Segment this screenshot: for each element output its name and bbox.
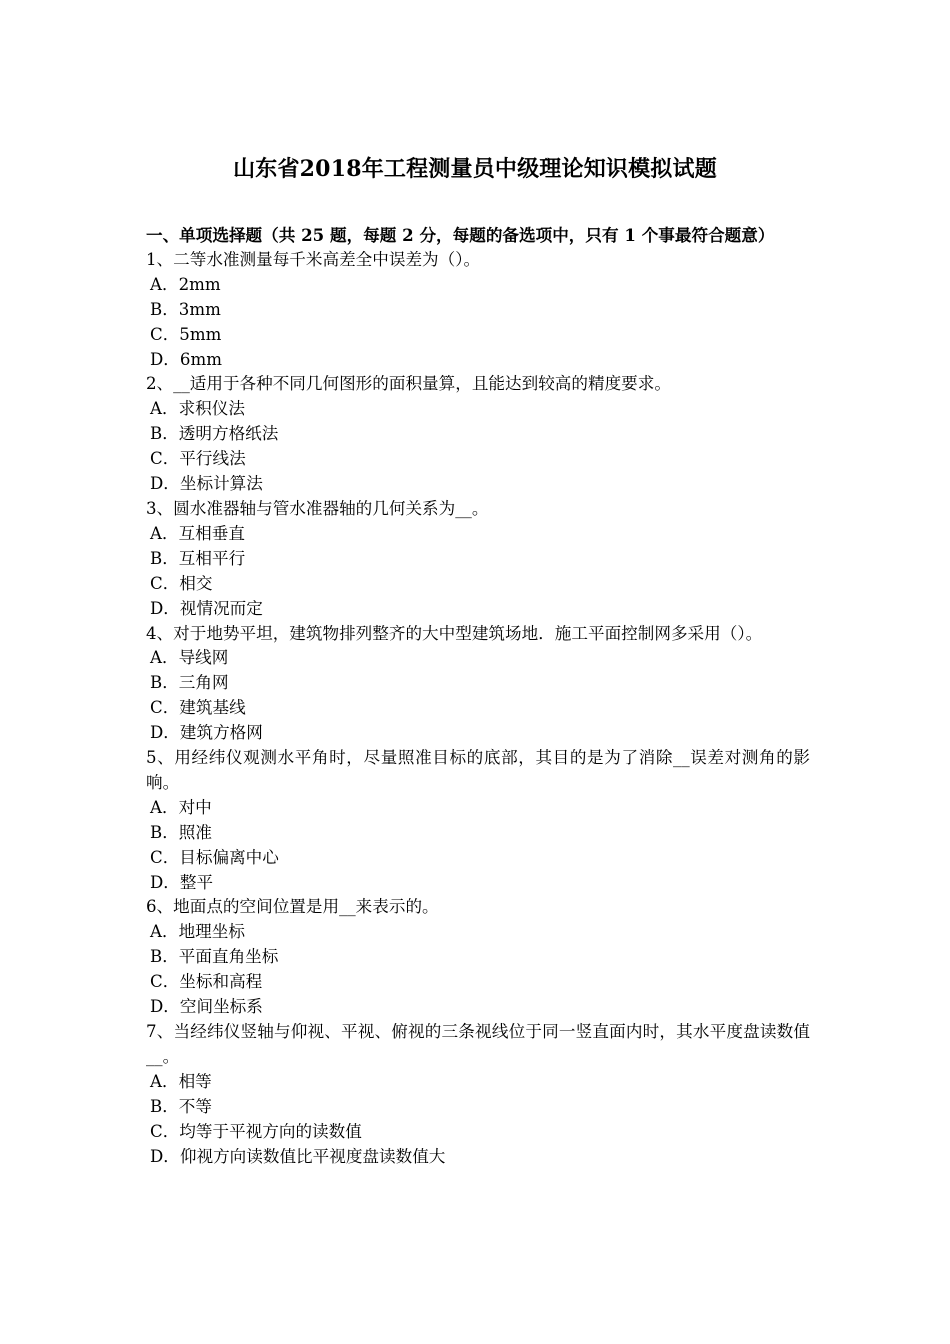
option-letter: D． xyxy=(150,598,180,618)
option-c xyxy=(146,447,810,472)
question-2 xyxy=(146,372,810,497)
option-a xyxy=(146,920,810,945)
question-4 xyxy=(146,622,810,747)
option-letter: A． xyxy=(150,523,179,543)
option-text: 均等于平视方向的读数值 xyxy=(179,1121,362,1141)
option-text: 不等 xyxy=(178,1096,212,1116)
question-1 xyxy=(146,248,810,373)
option-text: 5mm xyxy=(179,324,222,344)
question-6 xyxy=(146,895,810,1020)
option-letter: A． xyxy=(150,922,179,942)
question-text: 5、用经纬仪观测水平角时，尽量照准目标的底部，其目的是为了消除__误差对测角的影响。 xyxy=(146,748,810,792)
option-letter: D． xyxy=(150,997,180,1017)
option-letter: D． xyxy=(150,349,180,369)
option-text: 相等 xyxy=(178,1071,212,1091)
option-b xyxy=(146,945,810,970)
option-text: 整平 xyxy=(179,872,214,892)
option-letter: C． xyxy=(150,449,180,469)
option-text: 视情况而定 xyxy=(179,598,263,618)
option-letter: B． xyxy=(150,947,179,967)
option-c xyxy=(146,572,810,597)
option-a xyxy=(146,1070,810,1095)
option-text: 2mm xyxy=(178,274,221,294)
option-d xyxy=(146,597,810,622)
option-letter: B． xyxy=(150,1096,179,1116)
section-heading: 一、单项选择题（共 25 题，每题 2 分，每题的备选项中，只有 1 个事最符合题意） xyxy=(146,225,775,245)
option-letter: C． xyxy=(150,972,180,992)
option-letter: A． xyxy=(150,399,179,419)
question-text: 1、二等水准测量每千米高差全中误差为（）。 xyxy=(146,249,481,269)
option-letter: D． xyxy=(150,872,180,892)
option-c xyxy=(146,970,810,995)
option-letter: C． xyxy=(150,1121,180,1141)
option-text: 坐标和高程 xyxy=(179,972,263,992)
option-text: 互相垂直 xyxy=(178,523,245,543)
option-c xyxy=(146,696,810,721)
option-c xyxy=(146,323,810,348)
question-text: 3、圆水准器轴与管水准器轴的几何关系为__。 xyxy=(146,498,489,518)
option-letter: B． xyxy=(150,299,179,319)
option-text: 目标偏离中心 xyxy=(179,847,279,867)
option-d xyxy=(146,721,810,746)
option-text: 相交 xyxy=(179,573,213,593)
option-b xyxy=(146,298,810,323)
option-b xyxy=(146,547,810,572)
option-text: 互相平行 xyxy=(178,548,246,568)
option-letter: D． xyxy=(150,1146,180,1166)
option-text: 地理坐标 xyxy=(178,922,245,942)
option-text: 导线网 xyxy=(178,648,229,668)
option-text: 3mm xyxy=(178,299,221,319)
option-text: 空间坐标系 xyxy=(179,997,263,1017)
option-letter: C． xyxy=(150,698,180,718)
question-text: 6、地面点的空间位置是用__来表示的。 xyxy=(146,897,439,917)
option-b xyxy=(146,422,810,447)
option-b xyxy=(146,671,810,696)
option-letter: D． xyxy=(150,723,180,743)
option-text: 6mm xyxy=(179,349,222,369)
option-text: 建筑方格网 xyxy=(179,723,263,743)
question-5 xyxy=(146,746,810,895)
option-letter: A． xyxy=(150,1071,179,1091)
option-letter: B． xyxy=(150,822,179,842)
option-c xyxy=(146,846,810,871)
option-letter: B． xyxy=(150,548,179,568)
option-text: 仰视方向读数值比平视度盘读数值大 xyxy=(179,1146,446,1166)
option-d xyxy=(146,1145,810,1170)
option-c xyxy=(146,1120,810,1145)
question-text: 7、当经纬仪竖轴与仰视、平视、俯视的三条视线位于同一竖直面内时，其水平度盘读数值__。 xyxy=(146,1022,810,1066)
option-letter: A． xyxy=(150,648,179,668)
option-text: 平行线法 xyxy=(179,449,246,469)
document-title: 山东省2018年工程测量员中级理论知识模拟试题 xyxy=(233,156,717,182)
option-b xyxy=(146,1095,810,1120)
option-text: 照准 xyxy=(178,822,212,842)
question-text: 4、对于地势平坦，建筑物排列整齐的大中型建筑场地．施工平面控制网多采用（）。 xyxy=(146,623,763,643)
option-text: 坐标计算法 xyxy=(179,474,263,494)
option-b xyxy=(146,821,810,846)
option-text: 对中 xyxy=(178,797,212,817)
option-a xyxy=(146,397,810,422)
option-a xyxy=(146,522,810,547)
option-d xyxy=(146,348,810,373)
option-text: 三角网 xyxy=(178,673,229,693)
option-text: 求积仪法 xyxy=(178,399,245,419)
option-a xyxy=(146,796,810,821)
question-7 xyxy=(146,1020,810,1169)
option-letter: C． xyxy=(150,324,180,344)
option-letter: C． xyxy=(150,573,180,593)
option-d xyxy=(146,472,810,497)
option-text: 平面直角坐标 xyxy=(178,947,279,967)
option-letter: A． xyxy=(150,274,179,294)
option-d xyxy=(146,871,810,896)
question-text: 2、__适用于各种不同几何图形的面积量算，且能达到较高的精度要求。 xyxy=(146,374,671,394)
option-text: 透明方格纸法 xyxy=(178,424,279,444)
option-letter: B． xyxy=(150,424,179,444)
option-a xyxy=(146,646,810,671)
option-d xyxy=(146,995,810,1020)
option-text: 建筑基线 xyxy=(179,698,246,718)
question-3 xyxy=(146,497,810,622)
option-letter: B． xyxy=(150,673,179,693)
option-letter: A． xyxy=(150,797,179,817)
option-a xyxy=(146,273,810,298)
option-letter: D． xyxy=(150,474,180,494)
document-body xyxy=(146,223,810,1169)
option-letter: C． xyxy=(150,847,180,867)
